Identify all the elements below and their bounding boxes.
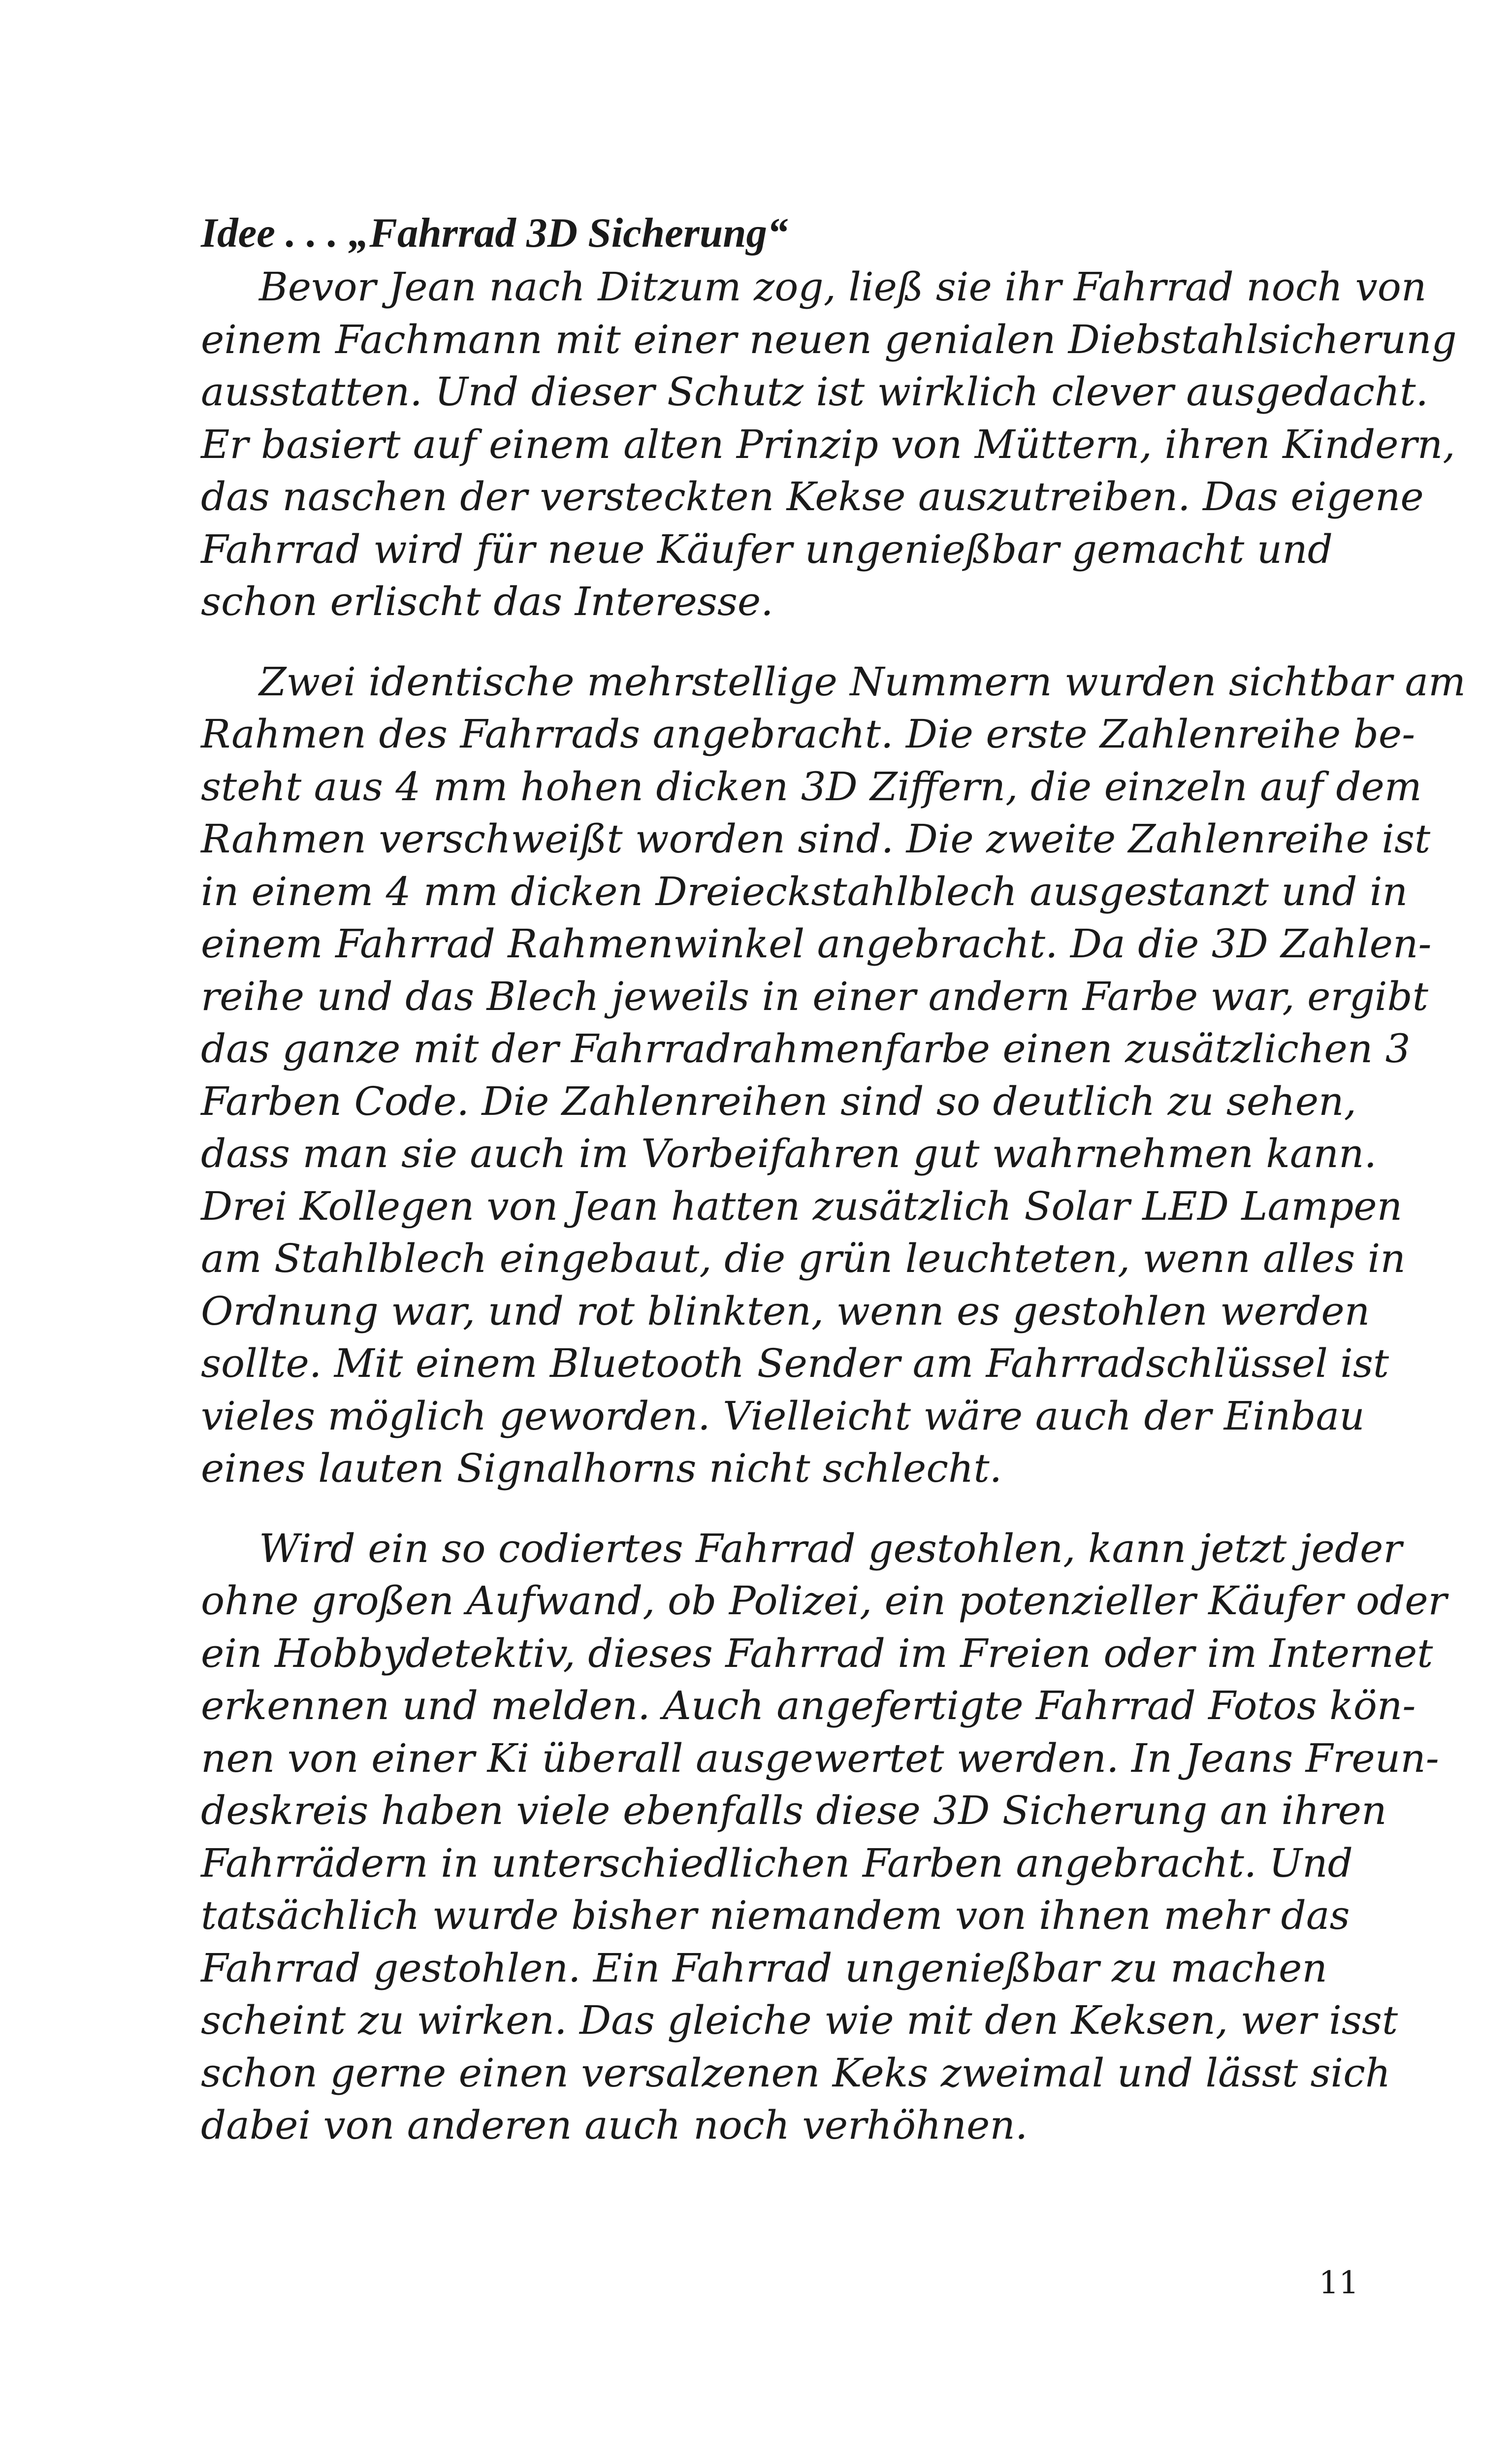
text-line: ausstatten. Und dieser Schutz ist wirklich clever ausgedacht.	[201, 369, 1428, 415]
section-heading: Idee . . . „Fahrrad 3D Sicherung“	[201, 210, 788, 256]
text-line: Er basiert auf einem alten Prinzip von Müttern, ihren Kindern,	[201, 421, 1455, 467]
text-line: Bevor Jean nach Ditzum zog, ließ sie ihr Fahrrad noch von	[259, 264, 1427, 310]
text-line: Farben Code. Die Zahlenreihen sind so deutlich zu sehen,	[201, 1078, 1356, 1124]
text-line: Rahmen verschweißt worden sind. Die zweite Zahlenreihe ist	[201, 816, 1431, 862]
text-line: in einem 4 mm dicken Dreieckstahlblech ausgestanzt und in	[201, 868, 1408, 914]
paragraph-3	[201, 1523, 1447, 2152]
text-line: Drei Kollegen von Jean hatten zusätzlich Solar LED Lampen	[201, 1183, 1403, 1229]
text-line: dabei von anderen auch noch verhöhnen.	[201, 2102, 1028, 2148]
text-line: schon gerne einen versalzenen Keks zweimal und lässt sich	[201, 2050, 1391, 2096]
text-line: am Stahlblech eingebaut, die grün leuchteten, wenn alles in	[201, 1236, 1406, 1281]
text-line: steht aus 4 mm hohen dicken 3D Ziffern, die einzeln auf dem	[201, 763, 1422, 810]
text-line: eines lauten Signalhorns nicht schlecht.	[201, 1445, 1002, 1491]
paragraph-2	[201, 656, 1466, 1495]
text-line: Zwei identische mehrstellige Nummern wurden sichtbar am	[259, 658, 1466, 705]
text-line: Fahrrad gestohlen. Ein Fahrrad ungenießbar zu machen	[201, 1945, 1327, 1991]
text-line: das naschen der versteckten Kekse auszutreiben. Das eigene	[201, 474, 1424, 520]
text-line: deskreis haben viele ebenfalls diese 3D Sicherung an ihren	[201, 1788, 1387, 1833]
text-line: schon erlischt das Interesse.	[201, 579, 773, 624]
text-line: ohne großen Aufwand, ob Polizei, ein potenzieller Käufer oder	[201, 1578, 1447, 1624]
text-line: nen von einer Ki überall ausgewertet werden. In Jeans Freun-	[201, 1735, 1439, 1781]
text-line: das ganze mit der Fahrradrahmenfarbe einen zusätzlichen 3	[201, 1026, 1411, 1072]
text-line: Rahmen des Fahrrads angebracht. Die erste Zahlenreihe be-	[201, 711, 1415, 757]
text-line: einem Fachmann mit einer neuen genialen Diebstahlsicherung	[201, 316, 1457, 362]
text-block	[201, 207, 1466, 2152]
text-line: reihe und das Blech jeweils in einer andern Farbe war, ergibt	[201, 973, 1428, 1019]
paragraph-1	[201, 261, 1457, 628]
text-line: ein Hobbydetektiv, dieses Fahrrad im Freien oder im Internet	[201, 1630, 1433, 1676]
text-line: vieles möglich geworden. Vielleicht wäre auch der Einbau	[201, 1393, 1365, 1439]
text-line: erkennen und melden. Auch angefertigte Fahrrad Fotos kön-	[201, 1683, 1416, 1728]
text-line: einem Fahrrad Rahmenwinkel angebracht. Da die 3D Zahlen-	[201, 921, 1432, 967]
text-line: dass man sie auch im Vorbeifahren gut wahrnehmen kann.	[201, 1131, 1377, 1176]
text-line: Ordnung war, und rot blinkten, wenn es gestohlen werden	[201, 1288, 1370, 1334]
text-line: tatsächlich wurde bisher niemandem von ihnen mehr das	[201, 1892, 1350, 1938]
page-number: 11	[1319, 2265, 1359, 2301]
text-line: Wird ein so codiertes Fahrrad gestohlen, kann jetzt jeder	[259, 1525, 1402, 1571]
text-line: sollte. Mit einem Bluetooth Sender am Fahrradschlüssel ist	[201, 1340, 1389, 1386]
text-line: Fahrrad wird für neue Käufer ungenießbar gemacht und	[201, 526, 1333, 572]
text-line: scheint zu wirken. Das gleiche wie mit den Keksen, wer isst	[201, 1997, 1398, 2043]
text-line: Fahrrädern in unterschiedlichen Farben angebracht. Und	[201, 1840, 1353, 1886]
